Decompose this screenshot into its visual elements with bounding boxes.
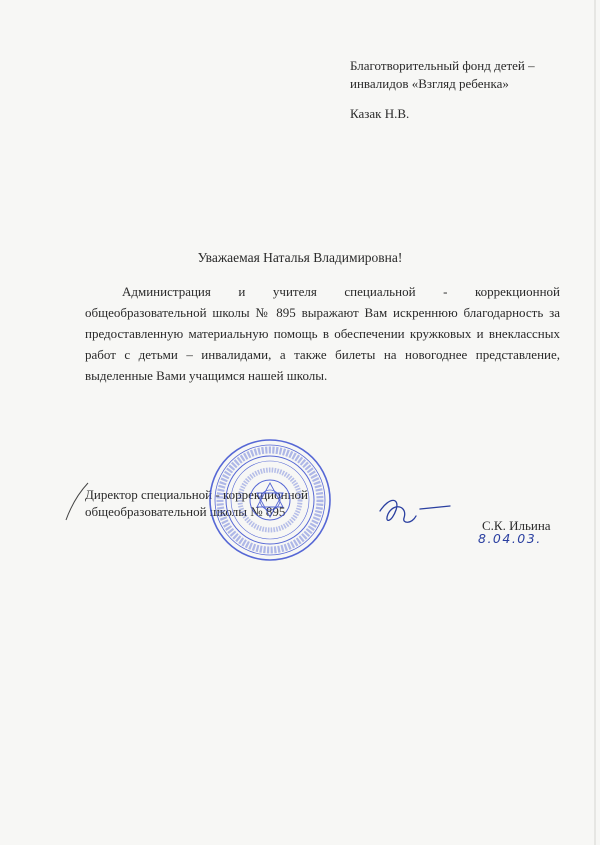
handwritten-signature-icon	[370, 488, 455, 533]
signer-title-line-1: Директор специальной - коррекционной	[85, 487, 308, 502]
signer-name: С.К. Ильина	[482, 518, 551, 533]
handwritten-date: 8.04.03.	[478, 531, 542, 546]
letter-body: Администрация и учителя специальной - коррекционной общеобразовательной школы № 895 выражают Вам искреннюю благодарность за предоставленную материальную помощь в обеспечении кружковых и внеклассных работ с детьми – инвалидами, а также билеты на новогоднее представление, выделенные Вами учащимся нашей школы.	[85, 284, 560, 383]
addressee-line-2: инвалидов «Взгляд ребенка»	[350, 76, 509, 91]
scan-edge	[594, 0, 596, 845]
addressee-name: Казак Н.В.	[350, 106, 410, 121]
addressee-block	[350, 57, 585, 121]
addressee-line-1: Благотворительный фонд детей –	[350, 58, 535, 73]
salutation: Уважаемая Наталья Владимировна!	[197, 250, 403, 265]
signer-title-line-2: общеобразовательной школы № 895	[85, 504, 286, 519]
official-stamp-seal-icon	[205, 435, 335, 565]
